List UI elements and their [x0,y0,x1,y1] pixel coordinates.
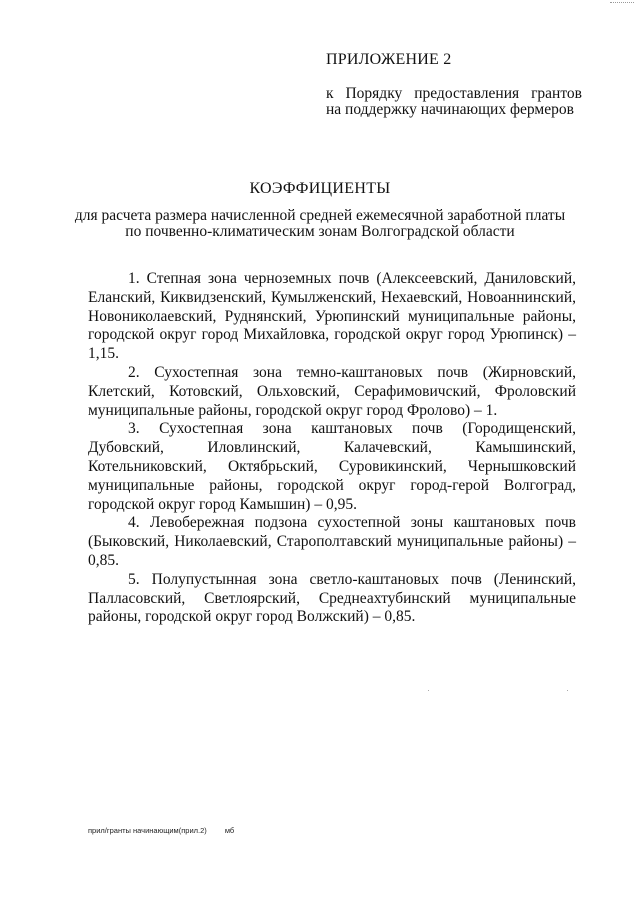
scan-speck [428,690,429,691]
annex-title: ПРИЛОЖЕНИЕ 2 [326,51,452,68]
coefficient-item-3: 3. Сухостепная зона каштановых почв (Городищенский, Дубовский, Иловлинский, Калачевский, Камышинский, Котельниковский, Октябрьский, Суровикинский, Чернышковский муниципальные районы, городской округ город-герой Волгоград, городской округ город Камышин) – 0,95. [88,420,576,513]
coefficient-item-4: 4. Левобережная подзона сухостепной зоны каштановых почв (Быковский, Николаевский, Старополтавский муниципальные районы) – 0,85. [88,514,576,569]
document-subheading [60,208,580,240]
subheading-line-2: по почвенно-климатическим зонам Волгоградской области [125,223,515,240]
footer-initials: мб [224,826,235,835]
footer-file-path: прил/гранты начинающим(прил.2) [88,826,207,835]
annex-line-2: на поддержку начинающих фермеров [326,101,574,118]
annex-block [326,52,582,118]
coefficient-item-1: 1. Степная зона черноземных почв (Алексеевский, Даниловский, Еланский, Киквидзенский, Кумылженский, Нехаевский, Новоаннинский, Новониколаевский, Руднянский, Урюпинский муниципальные районы, городской округ город Михайловка, городской округ город Урюпинск) – 1,15. [88,270,576,363]
scan-mark [610,2,634,6]
coefficient-item-2: 2. Сухостепная зона темно-каштановых почв (Жирновский, Клетский, Котовский, Ольховский, Серафимовичский, Фроловский муниципальные районы, городской округ город Фролово) – 1. [88,363,576,419]
footer [88,826,250,835]
document-heading: КОЭФФИЦИЕНТЫ [249,180,391,197]
coefficients-list [88,270,576,627]
coefficient-item-5: 5. Полупустынная зона светло-каштановых почв (Ленинский, Палласовский, Светлоярский, Среднеахтубинский муниципальные районы, городской округ город Волжский) – 0,85. [88,570,576,626]
scan-speck [567,690,568,691]
subheading-line-1: для расчета размера начисленной средней ежемесячной заработной платы [74,207,566,224]
annex-line-1: к Порядку предоставления грантов [326,85,582,102]
